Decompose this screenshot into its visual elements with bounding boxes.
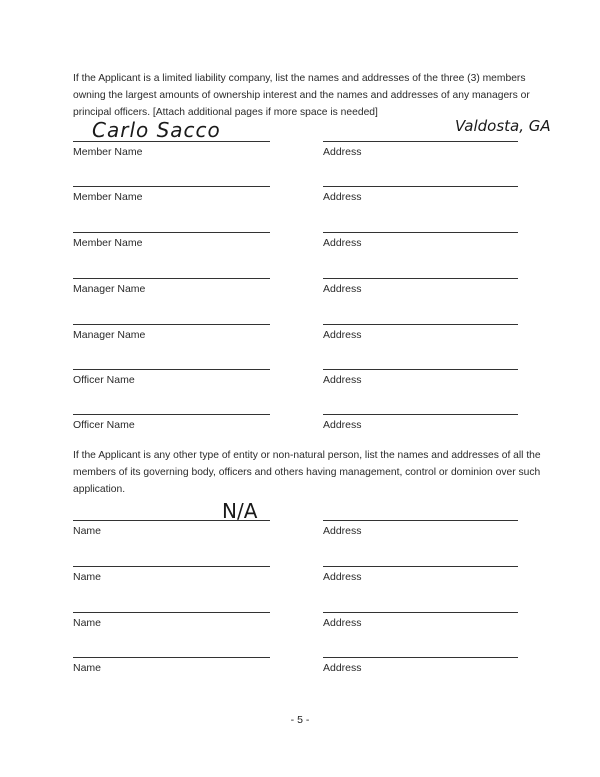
address-label: Address <box>323 419 362 431</box>
name-field[interactable] <box>73 369 270 370</box>
address-field[interactable] <box>323 186 518 187</box>
address-label: Address <box>323 617 362 629</box>
name-field[interactable] <box>73 278 270 279</box>
name-label: Name <box>73 525 102 537</box>
address-label: Address <box>323 571 362 583</box>
name-label: Manager Name <box>73 283 146 295</box>
address-field[interactable] <box>323 657 518 658</box>
address-field[interactable] <box>323 232 518 233</box>
address-label: Address <box>323 525 362 537</box>
name-field[interactable] <box>73 232 270 233</box>
name-field[interactable] <box>73 414 270 415</box>
address-field[interactable] <box>323 612 518 613</box>
address-field[interactable] <box>323 566 518 567</box>
address-label: Address <box>323 662 362 674</box>
name-label: Manager Name <box>73 329 146 341</box>
address-label: Address <box>323 374 362 386</box>
name-field[interactable] <box>73 324 270 325</box>
name-field[interactable] <box>73 657 270 658</box>
address-field[interactable] <box>323 520 518 521</box>
name-field[interactable] <box>73 186 270 187</box>
name-label: Name <box>73 617 102 629</box>
name-field[interactable] <box>73 566 270 567</box>
name-label: Name <box>73 662 102 674</box>
name-label: Officer Name <box>73 374 135 386</box>
address-field[interactable] <box>323 278 518 279</box>
address-field[interactable] <box>323 414 518 415</box>
address-label: Address <box>323 146 362 158</box>
name-label: Name <box>73 571 102 583</box>
address-label: Address <box>323 237 362 249</box>
address-field[interactable] <box>323 324 518 325</box>
address-field[interactable] <box>323 369 518 370</box>
other-entity-instructions: If the Applicant is any other type of entity or non-natural person, list the names and addresses of all the members of its governing body, officers and others having management, control or dominion over such application. <box>73 450 541 495</box>
address-label: Address <box>323 283 362 295</box>
page-number: - 5 - <box>290 714 310 726</box>
address-label: Address <box>323 329 362 341</box>
name-field[interactable] <box>73 612 270 613</box>
name-handwritten: N/A <box>222 499 258 523</box>
name-label: Member Name <box>73 146 143 158</box>
llc-instructions: If the Applicant is a limited liability company, list the names and addresses of the three (3) members owning the largest amounts of ownership interest and the names and addresses of any managers or principal officers. [Attach additional pages if more space is needed] <box>73 73 530 118</box>
name-label: Officer Name <box>73 419 135 431</box>
name-label: Member Name <box>73 237 143 249</box>
address-handwritten: Valdosta, GA <box>455 117 551 135</box>
name-label: Member Name <box>73 191 143 203</box>
address-field[interactable] <box>323 141 518 142</box>
address-label: Address <box>323 191 362 203</box>
member-name-handwritten: Carlo Sacco <box>92 118 221 142</box>
